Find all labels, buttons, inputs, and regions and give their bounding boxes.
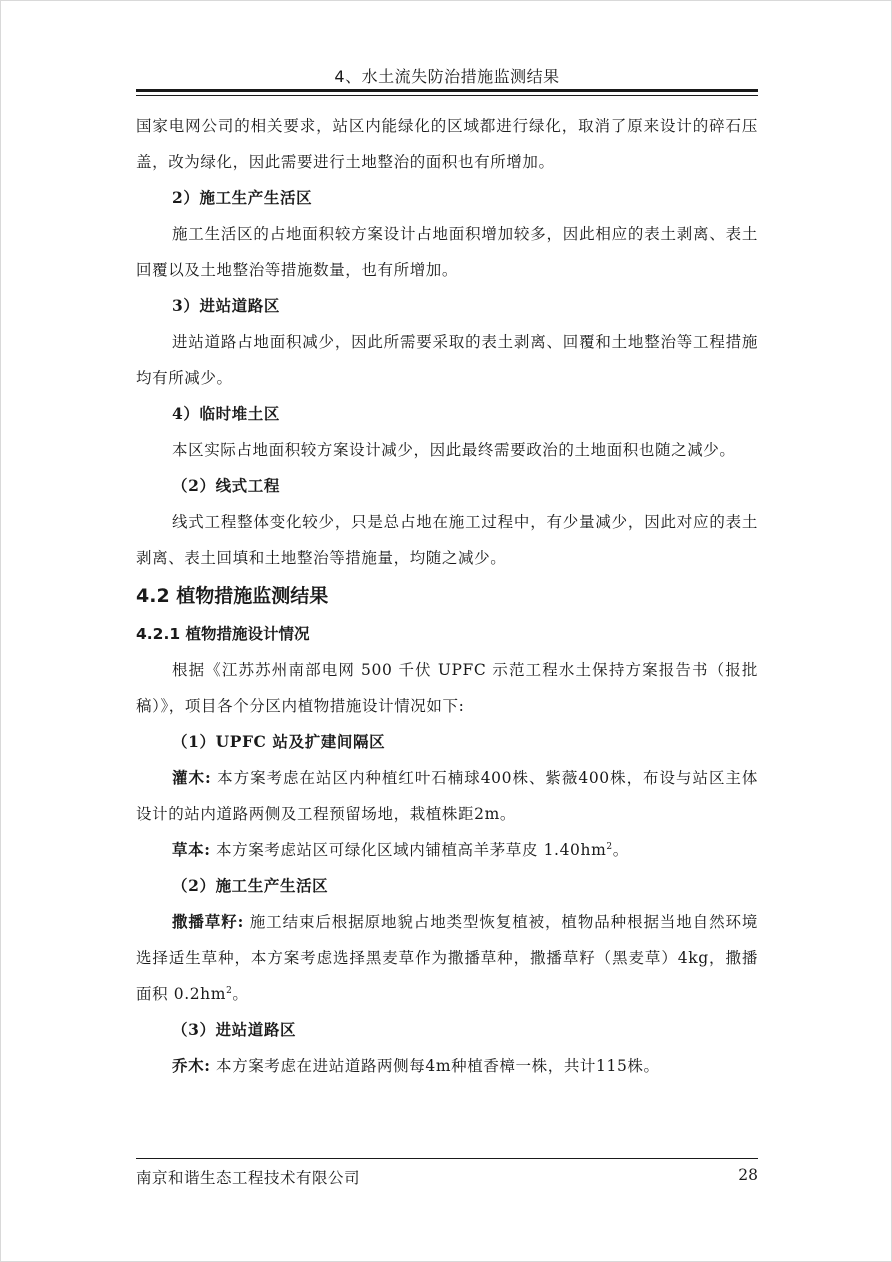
text-grass-end: 。	[612, 841, 629, 859]
heading-access-road-area: 3）进站道路区	[172, 296, 280, 315]
label-shrubs: 灌木:	[172, 768, 212, 787]
heading-access-road-area-2: （3）进站道路区	[172, 1020, 297, 1039]
section-heading-4-2: 4.2 植物措施监测结果	[136, 585, 329, 607]
label-grass-seeding: 撒播草籽:	[172, 912, 244, 931]
running-header: 4、水土流失防治措施监测结果	[334, 67, 560, 86]
heading-temporary-spoil-area: 4）临时堆土区	[172, 404, 280, 423]
heading-construction-living-area-2: （2）施工生产生活区	[172, 876, 329, 895]
superscript-seeding: 2	[226, 985, 233, 996]
paragraph-linear-works: 线式工程整体变化较少，只是总占地在施工过程中，有少量减少，因此对应的表土剥离、表土回填和土地整治等措施量，均随之减少。	[136, 513, 758, 567]
paragraph-access-road-area: 进站道路占地面积减少，因此所需要采取的表土剥离、回覆和土地整治等工程措施均有所减少。	[136, 333, 758, 387]
text-shrubs: 本方案考虑在站区内种植红叶石楠球400株、紫薇400株，布设与站区主体设计的站内道路两侧及工程预留场地，栽植株距2m。	[136, 769, 758, 823]
paragraph-temporary-spoil-area: 本区实际占地面积较方案设计减少，因此最终需要政治的土地面积也随之减少。	[172, 441, 736, 459]
paragraph-design-intro: 根据《江苏苏州南部电网 500 千伏 UPFC 示范工程水土保持方案报告书（报批稿）》，项目各个分区内植物措施设计情况如下:	[136, 661, 758, 715]
superscript-grass: 2	[606, 841, 613, 852]
text-trees: 本方案考虑在进站道路两侧每4m种植香樟一株，共计115株。	[210, 1057, 660, 1075]
header-rule-thin	[136, 95, 758, 96]
subsection-heading-4-2-1: 4.2.1 植物措施设计情况	[136, 625, 310, 643]
label-trees: 乔木:	[172, 1056, 211, 1075]
footer-company: 南京和谐生态工程技术有限公司	[136, 1169, 361, 1187]
paragraph-trees	[136, 1048, 758, 1084]
header-rule-thick	[136, 89, 758, 92]
text-grass: 本方案考虑站区可绿化区域内铺植高羊茅草皮 1.40hm	[210, 841, 607, 859]
text-grass-seeding: 施工结束后根据原地貌占地类型恢复植被，植物品种根据当地自然环境选择适生草种，本方案考虑选择黑麦草作为撒播草种，撒播草籽（黑麦草）4kg，撒播面积 0.2hm	[136, 913, 758, 1003]
text-seeding-end: 。	[232, 985, 249, 1003]
paragraph-shrubs	[136, 760, 758, 832]
page-number: 28	[738, 1166, 758, 1184]
heading-upfc-station-area: （1）UPFC 站及扩建间隔区	[172, 732, 386, 751]
paragraph-grass	[136, 832, 758, 868]
footer-rule	[136, 1158, 758, 1159]
paragraph-grass-seeding	[136, 904, 758, 1012]
heading-construction-living-area: 2）施工生产生活区	[172, 188, 313, 207]
page-body	[136, 108, 758, 1084]
paragraph-construction-living-area: 施工生活区的占地面积较方案设计占地面积增加较多，因此相应的表土剥离、表土回覆以及土地整治等措施数量，也有所增加。	[136, 225, 758, 279]
heading-linear-works: （2）线式工程	[172, 476, 280, 495]
label-grass: 草本:	[172, 840, 211, 859]
paragraph-station-greening: 国家电网公司的相关要求，站区内能绿化的区域都进行绿化，取消了原来设计的碎石压盖，改为绿化，因此需要进行土地整治的面积也有所增加。	[136, 117, 758, 171]
